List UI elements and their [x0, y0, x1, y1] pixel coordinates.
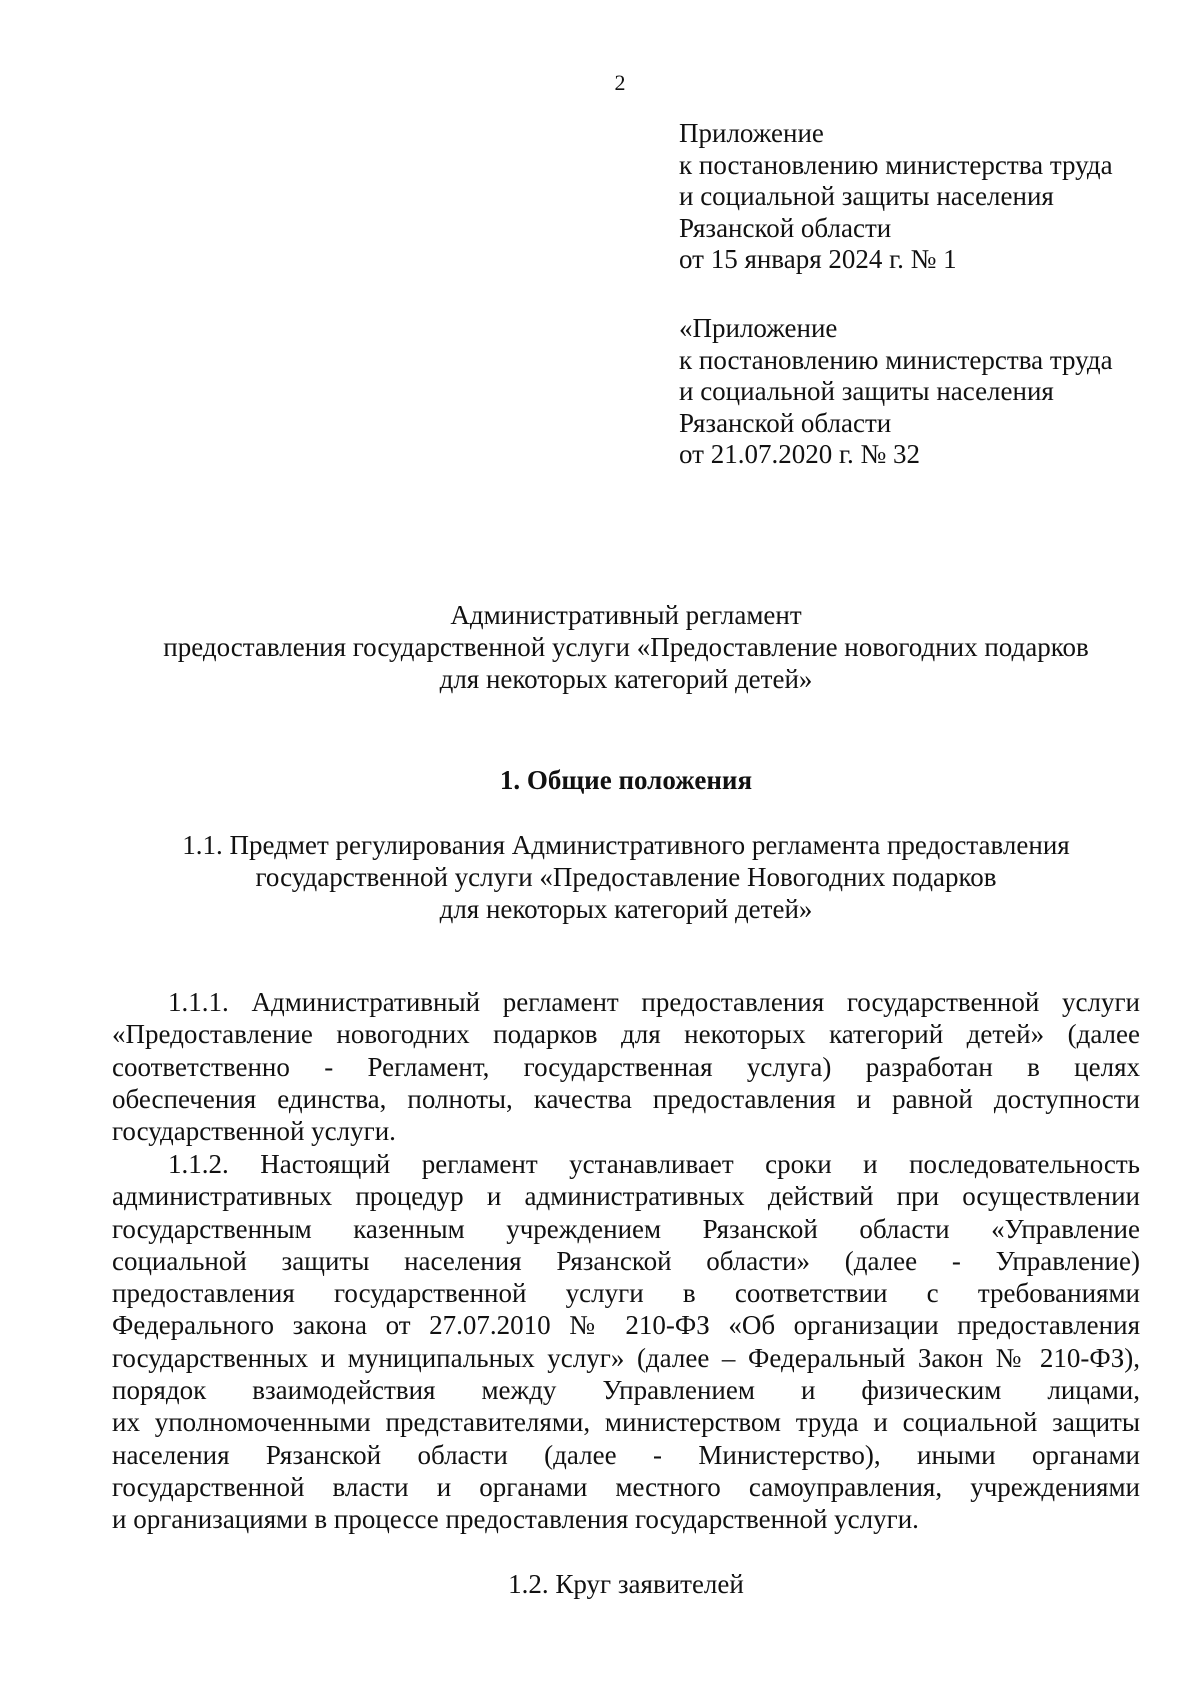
appendix-line: и социальной защиты населения: [679, 376, 1054, 406]
appendix-line: к постановлению министерства труда: [679, 344, 1113, 375]
paragraph-line: порядок взаимодействия между Управлением и физическим лицами,: [112, 1375, 1140, 1406]
paragraph-1-1-2: [112, 1148, 1140, 1536]
paragraph-line: 1.1.1. Административный регламент предоставления государственной услуги: [168, 987, 1140, 1017]
paragraph-line: населения Рязанской области (далее - Министерство), иными органами: [112, 1439, 1140, 1470]
appendix-line: «Приложение: [679, 313, 838, 343]
title-line: Административный регламент: [450, 600, 802, 630]
appendix-line: от 15 января 2024 г. № 1: [679, 244, 957, 274]
subsection-heading-line: государственной услуги «Предоставление Новогодних подарков: [255, 862, 997, 892]
appendix-line: Рязанской области: [679, 407, 892, 438]
paragraph-line: административных процедур и административных действий при осуществлении: [112, 1181, 1140, 1212]
paragraph-line: «Предоставление новогодних подарков для некоторых категорий детей» (далее: [112, 1019, 1140, 1050]
paragraph-line: социальной защиты населения Рязанской области» (далее - Управление): [112, 1245, 1140, 1276]
subsection-heading-line: для некоторых категорий детей»: [439, 894, 813, 924]
appendix-block-current: [679, 118, 1113, 276]
section-1-heading: 1. Общие положения: [499, 765, 753, 795]
paragraph-line: государственной услуги.: [112, 1116, 396, 1147]
paragraph-line: государственной власти и органами местного самоуправления, учреждениями: [112, 1471, 1140, 1502]
paragraph-line: Федерального закона от 27.07.2010 № 210-ФЗ «Об организации предоставления: [112, 1310, 1140, 1341]
page-number: 2: [614, 70, 626, 95]
appendix-block-previous: [679, 313, 1113, 471]
title-line: предоставления государственной услуги «Предоставление новогодних подарков: [163, 632, 1089, 662]
paragraph-line: государственным казенным учреждением Рязанской области «Управление: [112, 1213, 1140, 1244]
subsection-1-1-heading: [112, 829, 1140, 925]
subsection-1-2-heading: 1.2. Круг заявителей: [508, 1569, 744, 1599]
paragraph-line: государственных и муниципальных услуг» (далее – Федеральный Закон № 210-ФЗ),: [112, 1342, 1140, 1373]
paragraph-line: соответственно - Регламент, государственная услуга) разработан в целях: [112, 1051, 1140, 1082]
paragraph-line: их уполномоченными представителями, министерством труда и социальной защиты: [112, 1407, 1140, 1438]
paragraph-line: и организациями в процессе предоставления государственной услуги.: [112, 1504, 919, 1535]
document-title: [112, 599, 1140, 695]
appendix-line: Рязанской области: [679, 212, 892, 243]
paragraph-line: 1.1.2. Настоящий регламент устанавливает сроки и последовательность: [168, 1149, 1140, 1179]
paragraph-line: предоставления государственной услуги в соответствии с требованиями: [112, 1278, 1140, 1309]
subsection-heading-line: 1.1. Предмет регулирования Административного регламента предоставления: [182, 830, 1070, 860]
title-line: для некоторых категорий детей»: [439, 664, 813, 694]
appendix-line: и социальной защиты населения: [679, 181, 1054, 211]
paragraph-1-1-1: [112, 986, 1140, 1147]
appendix-line: от 21.07.2020 г. № 32: [679, 439, 920, 469]
paragraph-line: обеспечения единства, полноты, качества предоставления и равной доступности: [112, 1083, 1140, 1114]
appendix-line: Приложение: [679, 118, 824, 148]
appendix-line: к постановлению министерства труда: [679, 149, 1113, 180]
